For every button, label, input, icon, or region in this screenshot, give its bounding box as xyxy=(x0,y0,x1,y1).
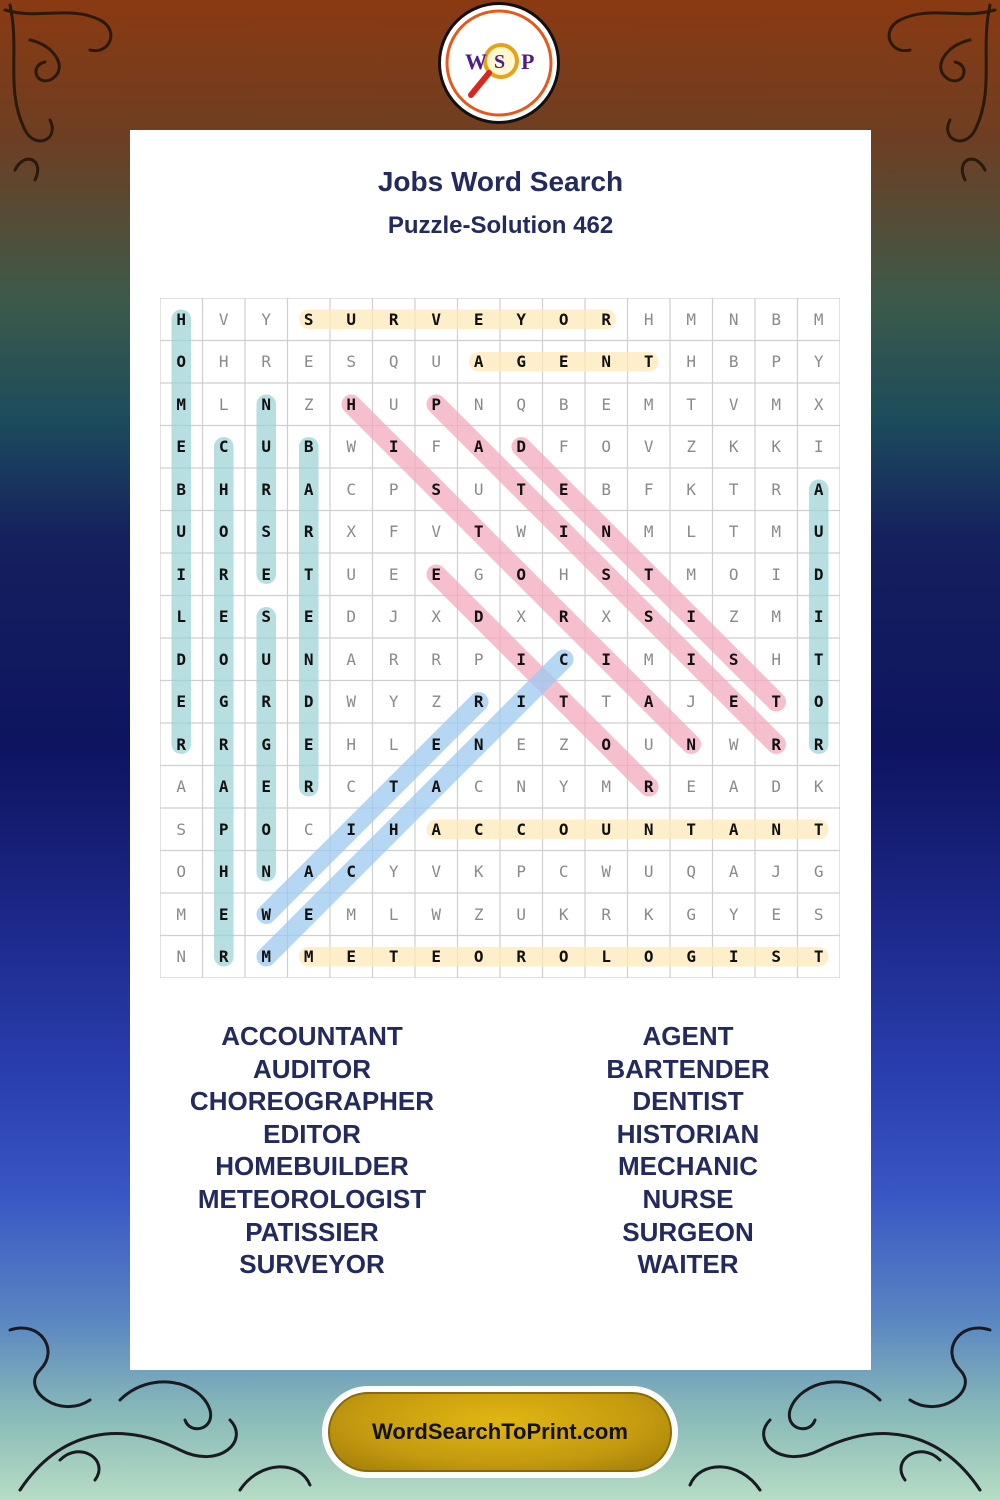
grid-cell: C xyxy=(346,862,357,882)
grid-cell: U xyxy=(643,734,654,754)
grid-cell: E xyxy=(771,904,782,924)
grid-cell: S xyxy=(601,564,612,584)
grid-cell: H xyxy=(388,819,399,839)
grid-cell: Z xyxy=(303,394,314,414)
grid-cell: Y xyxy=(261,309,272,329)
grid-cell: Z xyxy=(431,692,442,712)
grid-cell: U xyxy=(516,904,527,924)
grid-cell: E xyxy=(218,904,229,924)
grid-cell: U xyxy=(346,309,357,329)
grid-cell: V xyxy=(218,309,229,329)
grid-cell: O xyxy=(728,564,739,584)
grid-cell: Y xyxy=(728,904,739,924)
word-list-item: NURSE xyxy=(642,1183,734,1214)
logo-letter-w: W xyxy=(465,49,487,74)
grid-cell: A xyxy=(473,352,484,372)
grid-cell: Y xyxy=(558,777,569,797)
site-link-button[interactable] xyxy=(322,1386,678,1478)
grid-cell: F xyxy=(558,437,569,457)
site-link-label: WordSearchToPrint.com xyxy=(372,1419,628,1444)
grid-cell: J xyxy=(388,607,399,627)
grid-cell: U xyxy=(261,437,272,457)
grid-cell: I xyxy=(813,607,824,627)
grid-cell: M xyxy=(303,947,314,967)
grid-cell: D xyxy=(176,649,187,669)
grid-cell: T xyxy=(516,479,527,499)
grid-cell: Z xyxy=(728,607,739,627)
grid-cell: G xyxy=(686,947,697,967)
grid-cell: S xyxy=(643,607,654,627)
grid-cell: B xyxy=(728,352,739,372)
grid-cell: M xyxy=(643,394,654,414)
grid-cell: O xyxy=(218,522,229,542)
grid-cell: C xyxy=(218,437,229,457)
grid-cell: T xyxy=(388,777,399,797)
grid-cell: R xyxy=(473,692,484,712)
grid-cell: B xyxy=(176,479,187,499)
magnifier-icon xyxy=(441,5,557,121)
word-list-item: MECHANIC xyxy=(617,1151,759,1182)
grid-cell: H xyxy=(643,309,654,329)
grid-cell: A xyxy=(431,819,442,839)
grid-cell: O xyxy=(601,734,612,754)
word-list-item: ACCOUNTANT xyxy=(221,1021,403,1051)
grid-cell: R xyxy=(261,352,272,372)
grid-cell: O xyxy=(176,862,187,882)
word-list-item: PATISSIER xyxy=(245,1216,379,1247)
grid-cell: A xyxy=(346,649,357,669)
grid-cell: U xyxy=(261,649,272,669)
grid-cell: T xyxy=(813,819,824,839)
grid-cell: Y xyxy=(388,692,399,712)
grid-cell: E xyxy=(431,734,442,754)
grid-cell: S xyxy=(261,607,272,627)
grid-cell: E xyxy=(261,564,272,584)
grid-cell: E xyxy=(176,437,187,457)
grid-cell: K xyxy=(686,479,697,499)
grid-cell: R xyxy=(303,777,314,797)
grid-cell: T xyxy=(388,947,399,967)
grid-cell: E xyxy=(558,479,569,499)
grid-cell: N xyxy=(473,734,484,754)
grid-cell: A xyxy=(176,777,187,797)
grid-cell: I xyxy=(516,692,527,712)
grid-cell: D xyxy=(473,607,484,627)
grid-cell: K xyxy=(728,437,739,457)
grid-cell: H xyxy=(771,649,782,669)
word-list-item: BARTENDER xyxy=(606,1053,770,1084)
grid-cell: X xyxy=(346,522,357,542)
grid-cell: B xyxy=(558,394,569,414)
grid-cell: C xyxy=(558,862,569,882)
grid-cell: O xyxy=(218,649,229,669)
grid-cell: R xyxy=(601,309,612,329)
word-list-item: SURGEON xyxy=(622,1216,754,1247)
grid-cell: N xyxy=(261,394,272,414)
grid-cell: M xyxy=(643,522,654,542)
grid-cell: X xyxy=(601,607,612,627)
grid-cell: F xyxy=(643,479,654,499)
grid-cell: E xyxy=(516,734,527,754)
grid-cell: R xyxy=(643,777,654,797)
grid-cell: K xyxy=(771,437,782,457)
grid-cell: S xyxy=(431,479,442,499)
grid-cell: O xyxy=(643,947,654,967)
grid-cell: L xyxy=(388,904,399,924)
grid-cell: C xyxy=(303,819,314,839)
grid-cell: K xyxy=(813,777,824,797)
grid-cell: E xyxy=(218,607,229,627)
grid-cell: W xyxy=(346,692,357,712)
grid-cell: P xyxy=(218,819,229,839)
grid-cell: N xyxy=(728,309,739,329)
logo-letter-p: P xyxy=(521,49,535,74)
grid-cell: R xyxy=(771,479,782,499)
grid-cell: A xyxy=(728,862,739,882)
grid-cell: G xyxy=(473,564,484,584)
grid-cell: S xyxy=(771,947,782,967)
grid-cell: I xyxy=(388,437,399,457)
grid-cell: N xyxy=(303,649,314,669)
grid-cell: Z xyxy=(473,904,484,924)
grid-cell: G xyxy=(261,734,272,754)
grid-cell: Q xyxy=(686,862,697,882)
grid-cell: T xyxy=(813,947,824,967)
grid-cell: C xyxy=(473,777,484,797)
grid-cell: R xyxy=(558,607,569,627)
grid-cell: D xyxy=(771,777,782,797)
grid-cell: L xyxy=(218,394,229,414)
grid-cell: F xyxy=(388,522,399,542)
ornament-top-left xyxy=(0,0,130,200)
grid-cell: Z xyxy=(686,437,697,457)
grid-cell: T xyxy=(728,522,739,542)
grid-cell: C xyxy=(558,649,569,669)
grid-cell: T xyxy=(601,692,612,712)
grid-cell: X xyxy=(813,394,824,414)
grid-cell: C xyxy=(346,479,357,499)
grid-cell: H xyxy=(686,352,697,372)
grid-cell: A xyxy=(303,862,314,882)
grid-cell: P xyxy=(388,479,399,499)
grid-cell: H xyxy=(346,394,357,414)
word-list-right xyxy=(538,1020,838,1281)
grid-cell: S xyxy=(813,904,824,924)
grid-cell: H xyxy=(176,309,187,329)
grid-cell: G xyxy=(813,862,824,882)
grid-cell: N xyxy=(176,947,187,967)
grid-cell: L xyxy=(176,607,187,627)
grid-cell: Z xyxy=(558,734,569,754)
grid-cell: A xyxy=(473,437,484,457)
grid-cell: H xyxy=(218,479,229,499)
grid-cell: L xyxy=(601,947,612,967)
word-list-item: SURVEYOR xyxy=(239,1249,385,1280)
grid-cell: A xyxy=(303,479,314,499)
grid-cell: M xyxy=(771,607,782,627)
grid-cell: R xyxy=(516,947,527,967)
grid-cell: O xyxy=(558,309,569,329)
grid-cell: O xyxy=(176,352,187,372)
grid-cell: N xyxy=(601,352,612,372)
grid-cell: T xyxy=(303,564,314,584)
grid-cell: S xyxy=(346,352,357,372)
grid-cell: E xyxy=(303,352,314,372)
grid-cell: H xyxy=(218,352,229,372)
grid-cell: E xyxy=(176,692,187,712)
grid-cell: W xyxy=(261,904,272,924)
site-link-face[interactable] xyxy=(328,1392,672,1472)
grid-cell: T xyxy=(813,649,824,669)
grid-cell: R xyxy=(813,734,824,754)
grid-cell: G xyxy=(516,352,527,372)
grid-cell: I xyxy=(516,649,527,669)
grid-cell: W xyxy=(516,522,527,542)
grid-cell: I xyxy=(601,649,612,669)
grid-cell: O xyxy=(473,947,484,967)
grid-cell: N xyxy=(261,862,272,882)
grid-cell: I xyxy=(728,947,739,967)
grid-cell: V xyxy=(431,862,442,882)
grid-cell: T xyxy=(558,692,569,712)
grid-cell: K xyxy=(473,862,484,882)
grid-cell: O xyxy=(813,692,824,712)
word-list-item: WAITER xyxy=(637,1249,739,1280)
word-list-item: CHOREOGRAPHER xyxy=(189,1086,435,1117)
grid-cell: F xyxy=(431,437,442,457)
grid-cell: T xyxy=(686,819,697,839)
grid-cell: S xyxy=(728,649,739,669)
word-list-item: DENTIST xyxy=(632,1086,744,1117)
grid-cell: E xyxy=(303,904,314,924)
grid-cell: D xyxy=(303,692,314,712)
grid-cell: L xyxy=(686,522,697,542)
word-list-item: HOMEBUILDER xyxy=(215,1151,409,1182)
grid-cell: W xyxy=(601,862,612,882)
word-list-item: HISTORIAN xyxy=(616,1118,760,1149)
grid-cell: V xyxy=(431,522,442,542)
grid-cell: Y xyxy=(813,352,824,372)
grid-cell: Q xyxy=(516,394,527,414)
grid-cell: R xyxy=(218,734,229,754)
grid-cell: R xyxy=(388,649,399,669)
grid-cell: E xyxy=(558,352,569,372)
grid-cell: E xyxy=(303,734,314,754)
grid-cell: M xyxy=(686,564,697,584)
grid-cell: T xyxy=(686,394,697,414)
grid-cell: R xyxy=(771,734,782,754)
word-list-item: EDITOR xyxy=(263,1118,361,1149)
grid-cell: I xyxy=(813,437,824,457)
grid-cell: P xyxy=(473,649,484,669)
grid-cell: A xyxy=(643,692,654,712)
grid-cell: P xyxy=(516,862,527,882)
grid-cell: I xyxy=(686,607,697,627)
grid-cell: K xyxy=(643,904,654,924)
page-subtitle: Puzzle-Solution 462 xyxy=(387,212,614,239)
grid-cell: E xyxy=(431,947,442,967)
grid-cell: S xyxy=(176,819,187,839)
word-search-grid xyxy=(160,298,840,978)
grid-cell: Y xyxy=(388,862,399,882)
grid-cell: R xyxy=(431,649,442,669)
grid-cell: U xyxy=(431,352,442,372)
grid-cell: T xyxy=(728,479,739,499)
grid-cell: O xyxy=(516,564,527,584)
grid-cell: N xyxy=(473,394,484,414)
grid-cell: G xyxy=(686,904,697,924)
grid-cell: I xyxy=(176,564,187,584)
grid-cell: P xyxy=(431,394,442,414)
logo-letter-s: S xyxy=(494,51,506,73)
grid-cell: T xyxy=(643,352,654,372)
grid-cell: V xyxy=(643,437,654,457)
grid-cell: W xyxy=(346,437,357,457)
grid-cell: H xyxy=(346,734,357,754)
grid-cell: M xyxy=(261,947,272,967)
grid-cell: I xyxy=(686,649,697,669)
grid-cell: U xyxy=(473,479,484,499)
grid-cell: D xyxy=(516,437,527,457)
grid-cell: M xyxy=(176,904,187,924)
grid-cell: A xyxy=(728,819,739,839)
grid-cell: M xyxy=(601,777,612,797)
grid-cell: B xyxy=(303,437,314,457)
grid-cell: N xyxy=(643,819,654,839)
grid-cell: O xyxy=(558,819,569,839)
grid-cell: E xyxy=(261,777,272,797)
grid-cell: V xyxy=(728,394,739,414)
grid-cell: T xyxy=(643,564,654,584)
grid-cell: V xyxy=(431,309,442,329)
grid-cell: U xyxy=(388,394,399,414)
grid-cell: O xyxy=(261,819,272,839)
grid-cell: W xyxy=(431,904,442,924)
grid-cell: O xyxy=(601,437,612,457)
grid-cell: L xyxy=(388,734,399,754)
grid-cell: S xyxy=(303,309,314,329)
grid-cell: N xyxy=(771,819,782,839)
grid-cell: A xyxy=(218,777,229,797)
grid-cell: U xyxy=(176,522,187,542)
grid-cell: D xyxy=(813,564,824,584)
grid-cell: W xyxy=(728,734,739,754)
grid-cell: M xyxy=(813,309,824,329)
ornament-top-right xyxy=(870,0,1000,200)
grid-cell: T xyxy=(473,522,484,542)
grid-cell: M xyxy=(643,649,654,669)
grid-cell: M xyxy=(771,522,782,542)
word-list-item: METEOROLOGIST xyxy=(197,1183,427,1214)
grid-cell: R xyxy=(218,947,229,967)
grid-cell: J xyxy=(686,692,697,712)
grid-cell: R xyxy=(261,692,272,712)
grid-cell: S xyxy=(261,522,272,542)
grid-cell: M xyxy=(346,904,357,924)
grid-cell: E xyxy=(728,692,739,712)
grid-cell: M xyxy=(686,309,697,329)
grid-cell: I xyxy=(771,564,782,584)
grid-cell: N xyxy=(601,522,612,542)
word-list-item: AUDITOR xyxy=(253,1053,371,1084)
grid-cell: P xyxy=(771,352,782,372)
grid-cell: B xyxy=(601,479,612,499)
grid-cell: H xyxy=(558,564,569,584)
grid-cell: N xyxy=(516,777,527,797)
grid-cell: R xyxy=(218,564,229,584)
grid-cell: O xyxy=(558,947,569,967)
grid-cell: C xyxy=(346,777,357,797)
grid-cell: E xyxy=(388,564,399,584)
word-list-item: AGENT xyxy=(642,1021,734,1051)
grid-cell: R xyxy=(601,904,612,924)
grid-cell: E xyxy=(686,777,697,797)
grid-cell: R xyxy=(176,734,187,754)
grid-cell: C xyxy=(473,819,484,839)
grid-cell: Y xyxy=(516,309,527,329)
grid-cell: U xyxy=(346,564,357,584)
grid-cell: M xyxy=(176,394,187,414)
page-title: Jobs Word Search xyxy=(377,166,624,197)
grid-cell: R xyxy=(303,522,314,542)
grid-cell: U xyxy=(601,819,612,839)
grid-cell: E xyxy=(346,947,357,967)
grid-cell: E xyxy=(303,607,314,627)
grid-cell: D xyxy=(346,607,357,627)
grid-cell: E xyxy=(431,564,442,584)
grid-cell: N xyxy=(686,734,697,754)
grid-cell: G xyxy=(218,692,229,712)
grid-cell: X xyxy=(431,607,442,627)
grid-cell: I xyxy=(346,819,357,839)
grid-cell: K xyxy=(558,904,569,924)
grid-cell: A xyxy=(431,777,442,797)
grid-cell: E xyxy=(601,394,612,414)
grid-cell: A xyxy=(728,777,739,797)
grid-cell: H xyxy=(218,862,229,882)
grid-cell: E xyxy=(473,309,484,329)
grid-cell: R xyxy=(388,309,399,329)
grid-cell: C xyxy=(516,819,527,839)
grid-cell: Q xyxy=(388,352,399,372)
grid-cell: X xyxy=(516,607,527,627)
word-list-left xyxy=(162,1020,462,1281)
grid-cell: J xyxy=(771,862,782,882)
grid-cell: U xyxy=(813,522,824,542)
grid-cell: T xyxy=(771,692,782,712)
grid-cell: A xyxy=(813,479,824,499)
grid-cell: M xyxy=(771,394,782,414)
grid-cell: U xyxy=(643,862,654,882)
grid-cell: I xyxy=(558,522,569,542)
grid-cell: R xyxy=(261,479,272,499)
site-logo[interactable] xyxy=(438,2,560,124)
grid-cell: B xyxy=(771,309,782,329)
